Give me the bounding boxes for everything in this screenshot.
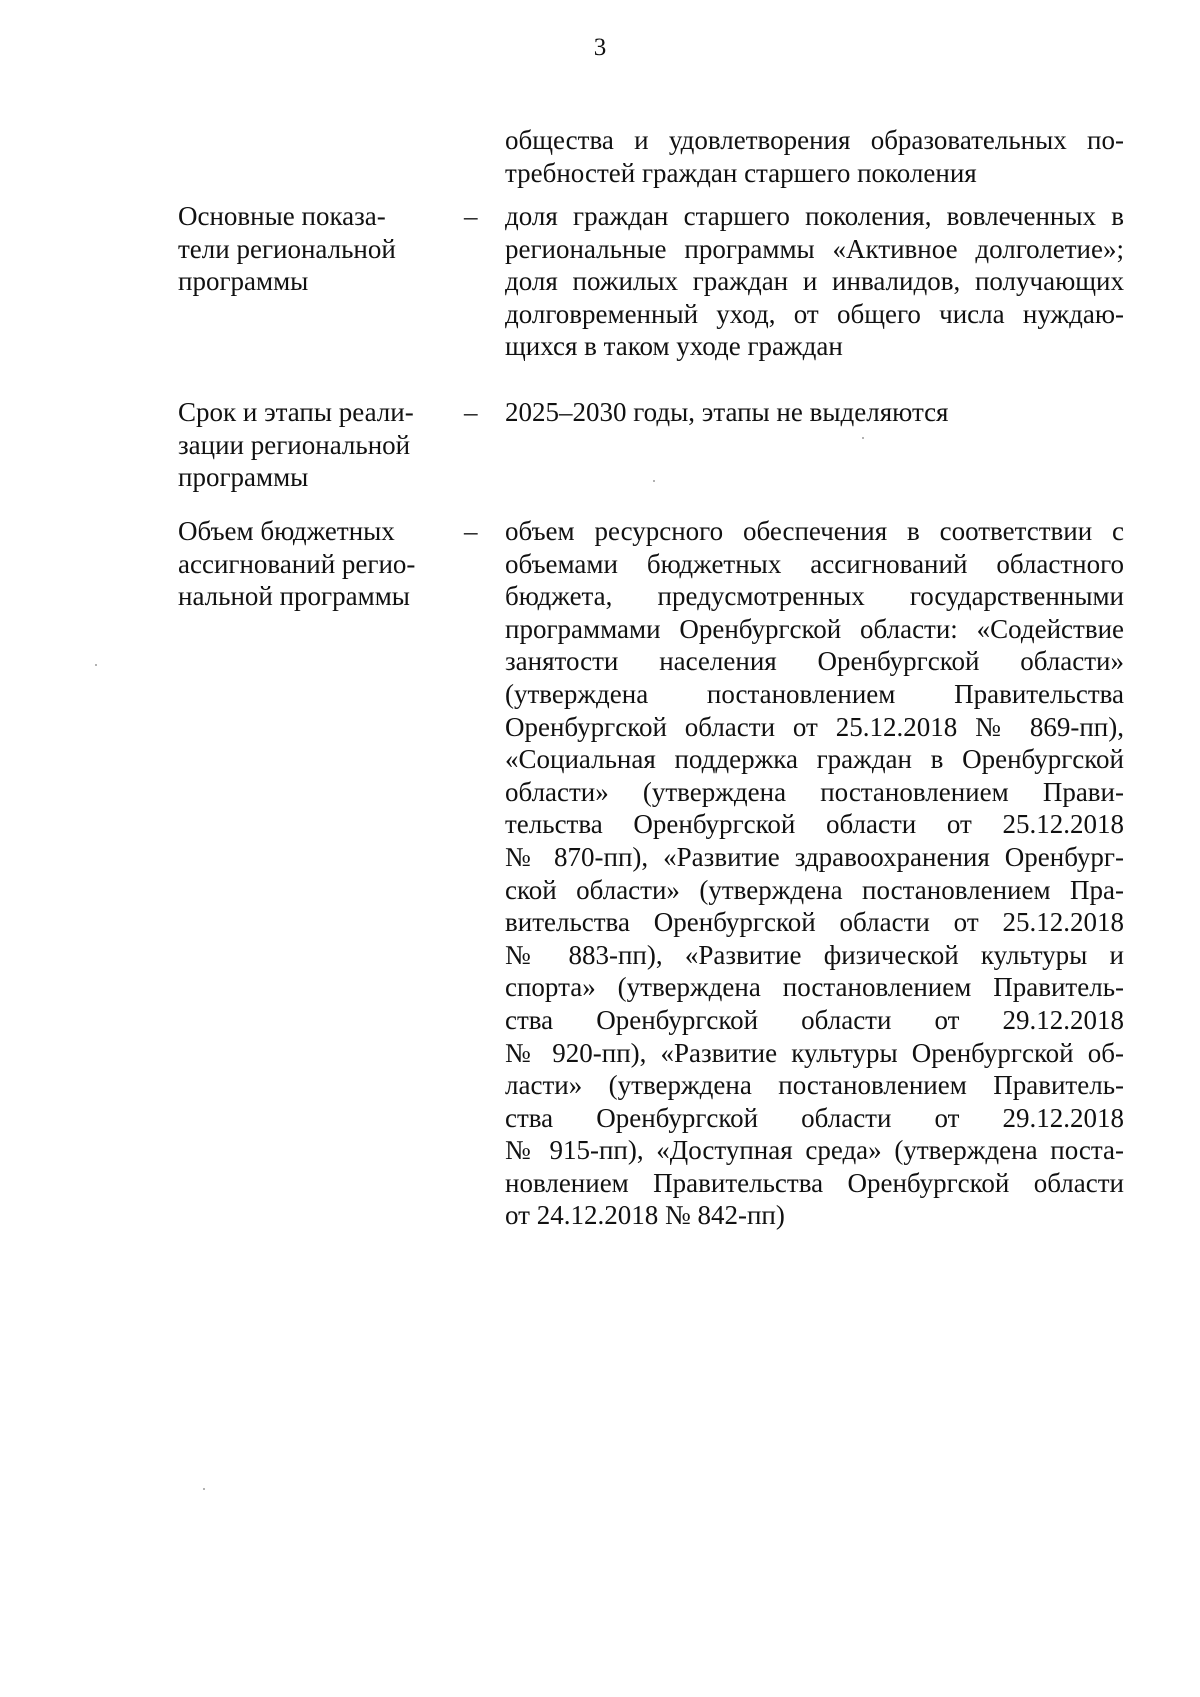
- row-value-line: вительства Оренбургской области от 25.12.2018: [505, 907, 1124, 938]
- row-value-line: объемами бюджетных ассигнований областного: [505, 548, 1124, 579]
- row-value-line: № 883-пп), «Развитие физической культуры и: [505, 939, 1124, 970]
- row-value-line: тельства Оренбургской области от 25.12.2018: [505, 809, 1124, 840]
- row-value: [505, 396, 1124, 429]
- row-value-line: Оренбургской области от 25.12.2018 № 869-пп),: [505, 711, 1124, 742]
- row-value-line: «Социальная поддержка граждан в Оренбургской: [505, 744, 1124, 775]
- row-value-line: № 915-пп), «Доступная среда» (утверждена поста-: [505, 1135, 1124, 1166]
- row-value-line: ласти» (утверждена постановлением Правитель-: [505, 1070, 1124, 1101]
- row-label-line: тели региональной: [178, 233, 396, 264]
- row-label-line: ассигнований регио-: [178, 548, 416, 579]
- row-label: [178, 515, 448, 613]
- intro-continuation: [505, 124, 1124, 189]
- row-value-line: № 870-пп), «Развитие здравоохранения Оренбург-: [505, 841, 1124, 872]
- row-label-line: Объем бюджетных: [178, 516, 395, 546]
- row-value: [505, 515, 1124, 1232]
- intro-line: требностей граждан старшего поколения: [505, 157, 977, 188]
- row-label-line: Основные показа-: [178, 201, 386, 231]
- scan-speck: [862, 437, 864, 439]
- row-label: [178, 396, 448, 494]
- row-value-line: области» (утверждена постановлением Прави-: [505, 776, 1124, 807]
- row-label-line: нальной программы: [178, 581, 410, 612]
- scan-speck: [203, 1488, 205, 1490]
- page-number: 3: [593, 34, 607, 61]
- row-dash: –: [464, 397, 478, 427]
- scan-speck: [95, 664, 97, 666]
- row-value-line: № 920-пп), «Развитие культуры Оренбургской об-: [505, 1037, 1124, 1068]
- row-value-line: долговременный уход, от общего числа нуждаю-: [505, 298, 1124, 329]
- scan-speck: [653, 480, 655, 482]
- row-value-line: бюджета, предусмотренных государственными: [505, 581, 1124, 612]
- row-value: [505, 200, 1124, 363]
- row-value-line: программами Оренбургской области: «Содействие: [505, 613, 1124, 644]
- row-value-line: региональные программы «Активное долголетие»;: [505, 233, 1124, 264]
- row-value-line: занятости населения Оренбургской области»: [505, 646, 1124, 677]
- row-value-line: 2025–2030 годы, этапы не выделяются: [505, 397, 949, 427]
- row-value-line: новлением Правительства Оренбургской области: [505, 1167, 1124, 1198]
- row-label: [178, 200, 448, 298]
- row-value-line: доля граждан старшего поколения, вовлеченных в: [505, 201, 1124, 231]
- row-value-line: спорта» (утверждена постановлением Правитель-: [505, 972, 1124, 1003]
- row-value-line: ской области» (утверждена постановлением Пра-: [505, 874, 1124, 905]
- row-dash: –: [464, 201, 478, 231]
- row-label-line: зации региональной: [178, 429, 411, 460]
- row-label-line: программы: [178, 266, 309, 297]
- row-value-line: щихся в таком уходе граждан: [505, 331, 843, 362]
- row-value-line: ства Оренбургской области от 29.12.2018: [505, 1004, 1124, 1035]
- row-dash: –: [464, 516, 478, 546]
- row-label-line: Срок и этапы реали-: [178, 397, 414, 427]
- row-value-line: ства Оренбургской области от 29.12.2018: [505, 1102, 1124, 1133]
- row-value-line: доля пожилых граждан и инвалидов, получающих: [505, 266, 1124, 297]
- row-value-line: объем ресурсного обеспечения в соответствии с: [505, 516, 1124, 546]
- intro-line: общества и удовлетворения образовательных по-: [505, 125, 1124, 155]
- row-value-line: (утверждена постановлением Правительства: [505, 678, 1124, 709]
- row-label-line: программы: [178, 462, 309, 493]
- row-value-line: от 24.12.2018 № 842-пп): [505, 1200, 785, 1231]
